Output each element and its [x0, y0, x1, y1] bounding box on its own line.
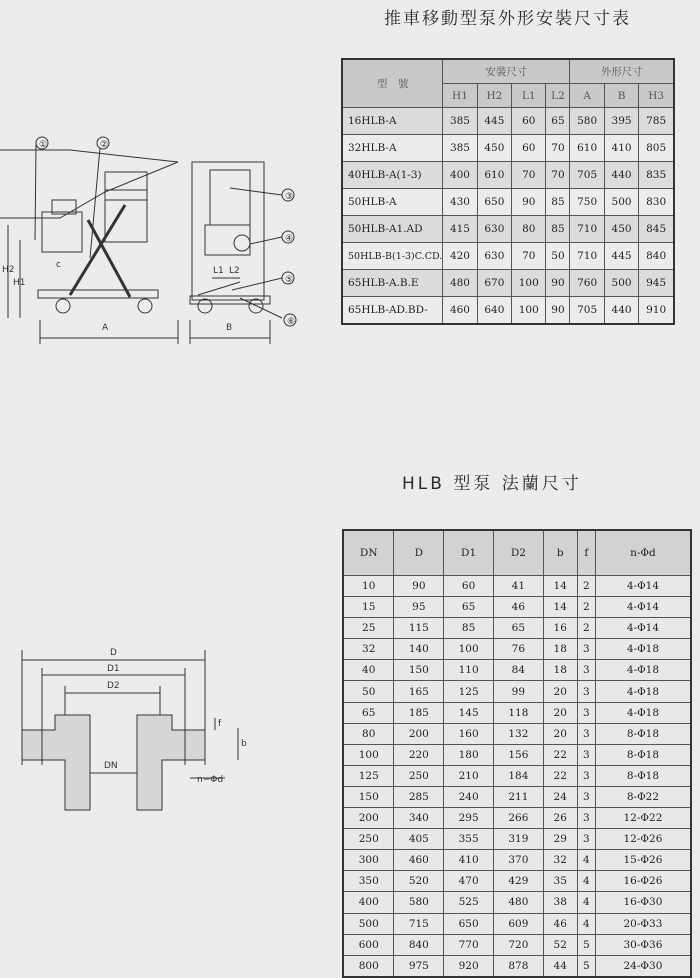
cell: 200 [394, 723, 444, 744]
cell: 85 [546, 189, 570, 216]
cell: 90 [512, 189, 546, 216]
cell: 715 [394, 913, 444, 934]
cell: 370 [493, 850, 543, 871]
cell: 24-Φ30 [595, 955, 691, 977]
cell: 760 [570, 270, 604, 297]
flange-dimension-table [342, 529, 692, 978]
cell: 710 [570, 216, 604, 243]
table-row [343, 913, 691, 934]
dn-cell: 32 [343, 639, 394, 660]
cell: 76 [493, 639, 543, 660]
cell: 99 [493, 681, 543, 702]
table-row [343, 765, 691, 786]
column-header: b [543, 530, 577, 576]
table-row [343, 744, 691, 765]
cell: 4-Φ18 [595, 660, 691, 681]
cell: 2 [577, 576, 595, 597]
cell: 22 [543, 744, 577, 765]
cell: 609 [493, 913, 543, 934]
table-row [343, 786, 691, 807]
cell: 835 [639, 162, 674, 189]
model-cell: 40HLB-A(1-3) [342, 162, 443, 189]
label-l1: L1 [213, 266, 224, 276]
callout-1: ① [39, 140, 48, 150]
dn-cell: 300 [343, 850, 394, 871]
flange-label-nd: n−Φd [197, 775, 224, 785]
cell: 65 [546, 108, 570, 135]
cell: 480 [443, 270, 477, 297]
cell: 50 [546, 243, 570, 270]
column-header: DN [343, 530, 394, 576]
cell: 4 [577, 850, 595, 871]
cell: 95 [394, 597, 444, 618]
cell: 410 [604, 135, 638, 162]
cell: 12-Φ26 [595, 829, 691, 850]
model-cell: 65HLB-A.B.E [342, 270, 443, 297]
cell: 132 [493, 723, 543, 744]
cell: 84 [493, 660, 543, 681]
cell: 520 [394, 871, 444, 892]
dn-cell: 400 [343, 892, 394, 913]
dn-cell: 350 [343, 871, 394, 892]
cell: 46 [543, 913, 577, 934]
cell: 3 [577, 702, 595, 723]
cell: 16 [543, 618, 577, 639]
label-h2: H2 [2, 265, 15, 275]
cell: 85 [546, 216, 570, 243]
label-h1: H1 [13, 278, 26, 288]
cell: 295 [444, 808, 494, 829]
header-model: 型 號 [342, 59, 443, 108]
cell: 4-Φ14 [595, 618, 691, 639]
cell: 845 [639, 216, 674, 243]
cell: 100 [512, 297, 546, 325]
header-install-dimensions: 安裝尺寸 [443, 59, 570, 84]
cell: 480 [493, 892, 543, 913]
table-row [343, 681, 691, 702]
dn-cell: 150 [343, 786, 394, 807]
cell: 70 [512, 162, 546, 189]
label-b: B [226, 323, 233, 333]
model-cell: 32HLB-A [342, 135, 443, 162]
cell: 650 [444, 913, 494, 934]
column-header: D [394, 530, 444, 576]
cell: 450 [477, 135, 511, 162]
cell: 405 [394, 829, 444, 850]
cell: 525 [444, 892, 494, 913]
callout-5: ⑤ [285, 275, 294, 285]
callout-4: ④ [285, 234, 294, 244]
cell: 430 [443, 189, 477, 216]
cell: 650 [477, 189, 511, 216]
cell: 4-Φ14 [595, 576, 691, 597]
cell: 8-Φ18 [595, 723, 691, 744]
column-header: B [604, 84, 638, 108]
cell: 125 [444, 681, 494, 702]
cell: 8-Φ18 [595, 744, 691, 765]
cell: 4-Φ18 [595, 702, 691, 723]
cell: 140 [394, 639, 444, 660]
cell: 840 [639, 243, 674, 270]
flange-label-dn: DN [104, 761, 118, 771]
column-header: L2 [546, 84, 570, 108]
cell: 70 [546, 135, 570, 162]
cell: 24 [543, 786, 577, 807]
dn-cell: 25 [343, 618, 394, 639]
label-l2: L2 [229, 266, 240, 276]
cell: 18 [543, 639, 577, 660]
cell: 150 [394, 660, 444, 681]
cell: 720 [493, 934, 543, 955]
cell: 400 [443, 162, 477, 189]
cell: 85 [444, 618, 494, 639]
cell: 670 [477, 270, 511, 297]
callout-3: ③ [285, 192, 294, 202]
cell: 145 [444, 702, 494, 723]
cell: 705 [570, 162, 604, 189]
cell: 20 [543, 723, 577, 744]
cell: 8-Φ18 [595, 765, 691, 786]
cell: 46 [493, 597, 543, 618]
cell: 3 [577, 723, 595, 744]
cell: 16-Φ30 [595, 892, 691, 913]
cell: 3 [577, 639, 595, 660]
cell: 429 [493, 871, 543, 892]
cell: 415 [443, 216, 477, 243]
cell: 8-Φ22 [595, 786, 691, 807]
model-cell: 50HLB-A1.AD [342, 216, 443, 243]
cell: 15-Φ26 [595, 850, 691, 871]
cell: 3 [577, 786, 595, 807]
table-row [343, 618, 691, 639]
cell: 29 [543, 829, 577, 850]
cell: 18 [543, 660, 577, 681]
cell: 3 [577, 808, 595, 829]
cell: 705 [570, 297, 604, 325]
cell: 355 [444, 829, 494, 850]
cell: 385 [443, 135, 477, 162]
table-row [343, 639, 691, 660]
cell: 445 [477, 108, 511, 135]
model-cell: 16HLB-A [342, 108, 443, 135]
cell: 266 [493, 808, 543, 829]
column-header: L1 [512, 84, 546, 108]
cell: 878 [493, 955, 543, 977]
cell: 785 [639, 108, 674, 135]
cell: 60 [512, 108, 546, 135]
cell: 460 [394, 850, 444, 871]
cell: 3 [577, 744, 595, 765]
cell: 3 [577, 660, 595, 681]
table-row [343, 702, 691, 723]
header-outline-dimensions: 外形尺寸 [570, 59, 674, 84]
cell: 220 [394, 744, 444, 765]
cell: 20 [543, 702, 577, 723]
cell: 38 [543, 892, 577, 913]
cell: 640 [477, 297, 511, 325]
cell: 805 [639, 135, 674, 162]
cell: 65 [493, 618, 543, 639]
callout-2: ② [100, 140, 109, 150]
cell: 14 [543, 597, 577, 618]
cell: 920 [444, 955, 494, 977]
cell: 3 [577, 765, 595, 786]
cell: 70 [546, 162, 570, 189]
cell: 118 [493, 702, 543, 723]
cell: 5 [577, 934, 595, 955]
flange-label-b: b [241, 739, 247, 749]
cell: 975 [394, 955, 444, 977]
cell: 830 [639, 189, 674, 216]
cell: 385 [443, 108, 477, 135]
cell: 14 [543, 576, 577, 597]
dn-cell: 40 [343, 660, 394, 681]
dn-cell: 65 [343, 702, 394, 723]
cell: 4 [577, 871, 595, 892]
cell: 20-Φ33 [595, 913, 691, 934]
flange-label-d1: D1 [107, 664, 120, 674]
cell: 90 [546, 297, 570, 325]
cell: 185 [394, 702, 444, 723]
cell: 210 [444, 765, 494, 786]
cell: 610 [477, 162, 511, 189]
table-row [343, 871, 691, 892]
column-header: D1 [444, 530, 494, 576]
cell: 4-Φ18 [595, 639, 691, 660]
cell: 100 [512, 270, 546, 297]
column-header: D2 [493, 530, 543, 576]
column-header: f [577, 530, 595, 576]
cell: 115 [394, 618, 444, 639]
cell: 4-Φ14 [595, 597, 691, 618]
cell: 450 [604, 216, 638, 243]
label-a: A [102, 323, 109, 333]
dn-cell: 50 [343, 681, 394, 702]
cell: 630 [477, 216, 511, 243]
cell: 160 [444, 723, 494, 744]
dn-cell: 80 [343, 723, 394, 744]
cell: 910 [639, 297, 674, 325]
table-row [343, 808, 691, 829]
cell: 630 [477, 243, 511, 270]
column-header: n-Φd [595, 530, 691, 576]
cell: 35 [543, 871, 577, 892]
flange-label-f: f [218, 719, 222, 729]
cell: 5 [577, 955, 595, 977]
flange-label-d2: D2 [107, 681, 120, 691]
cell: 110 [444, 660, 494, 681]
label-c: c [56, 260, 61, 270]
cell: 22 [543, 765, 577, 786]
cell: 770 [444, 934, 494, 955]
dn-cell: 100 [343, 744, 394, 765]
cell: 4 [577, 892, 595, 913]
model-cell: 65HLB-AD.BD- [342, 297, 443, 325]
cell: 12-Φ22 [595, 808, 691, 829]
dn-cell: 15 [343, 597, 394, 618]
column-header: H2 [477, 84, 511, 108]
cell: 340 [394, 808, 444, 829]
cell: 3 [577, 681, 595, 702]
cell: 440 [604, 297, 638, 325]
cell: 500 [604, 189, 638, 216]
cell: 16-Φ26 [595, 871, 691, 892]
callout-6: ⑥ [287, 317, 296, 327]
cell: 4-Φ18 [595, 681, 691, 702]
table-row [343, 955, 691, 977]
cell: 41 [493, 576, 543, 597]
column-header: H1 [443, 84, 477, 108]
cell: 30-Φ36 [595, 934, 691, 955]
table-row [343, 597, 691, 618]
cell: 580 [394, 892, 444, 913]
table-row [343, 660, 691, 681]
side-view [0, 137, 178, 344]
table-row [343, 850, 691, 871]
cell: 500 [604, 270, 638, 297]
cell: 80 [512, 216, 546, 243]
dn-cell: 125 [343, 765, 394, 786]
cell: 445 [604, 243, 638, 270]
cell: 90 [546, 270, 570, 297]
cell: 420 [443, 243, 477, 270]
cell: 2 [577, 597, 595, 618]
table-row [343, 576, 691, 597]
cell: 395 [604, 108, 638, 135]
cell: 285 [394, 786, 444, 807]
cell: 4 [577, 913, 595, 934]
cell: 319 [493, 829, 543, 850]
cell: 710 [570, 243, 604, 270]
cell: 165 [394, 681, 444, 702]
cell: 211 [493, 786, 543, 807]
pump-dimension-table-title: 推車移動型泵外形安裝尺寸表 [384, 9, 631, 29]
cell: 240 [444, 786, 494, 807]
table-row [343, 723, 691, 744]
table-row [343, 829, 691, 850]
cell: 184 [493, 765, 543, 786]
cell: 44 [543, 955, 577, 977]
cell: 26 [543, 808, 577, 829]
cell: 440 [604, 162, 638, 189]
cell: 610 [570, 135, 604, 162]
dn-cell: 600 [343, 934, 394, 955]
table-row [343, 934, 691, 955]
cell: 70 [512, 243, 546, 270]
cell: 2 [577, 618, 595, 639]
model-cell: 50HLB-B(1-3)C.CD. [342, 243, 443, 270]
flange-drawing [22, 650, 238, 810]
dn-cell: 800 [343, 955, 394, 977]
cell: 32 [543, 850, 577, 871]
cell: 65 [444, 597, 494, 618]
dn-cell: 10 [343, 576, 394, 597]
column-header: A [570, 84, 604, 108]
front-view [190, 162, 296, 344]
flange-label-d: D [110, 648, 117, 658]
cell: 840 [394, 934, 444, 955]
cell: 156 [493, 744, 543, 765]
table-row [343, 892, 691, 913]
cell: 60 [512, 135, 546, 162]
cell: 20 [543, 681, 577, 702]
cell: 250 [394, 765, 444, 786]
flange-table-title: HLB 型泵 法蘭尺寸 [402, 474, 582, 494]
dn-cell: 200 [343, 808, 394, 829]
cell: 470 [444, 871, 494, 892]
cell: 90 [394, 576, 444, 597]
dn-cell: 250 [343, 829, 394, 850]
cell: 460 [443, 297, 477, 325]
cell: 100 [444, 639, 494, 660]
cell: 52 [543, 934, 577, 955]
cell: 580 [570, 108, 604, 135]
dn-cell: 500 [343, 913, 394, 934]
cell: 180 [444, 744, 494, 765]
cell: 410 [444, 850, 494, 871]
model-cell: 50HLB-A [342, 189, 443, 216]
cell: 750 [570, 189, 604, 216]
cell: 60 [444, 576, 494, 597]
column-header: H3 [639, 84, 674, 108]
cell: 945 [639, 270, 674, 297]
cell: 3 [577, 829, 595, 850]
